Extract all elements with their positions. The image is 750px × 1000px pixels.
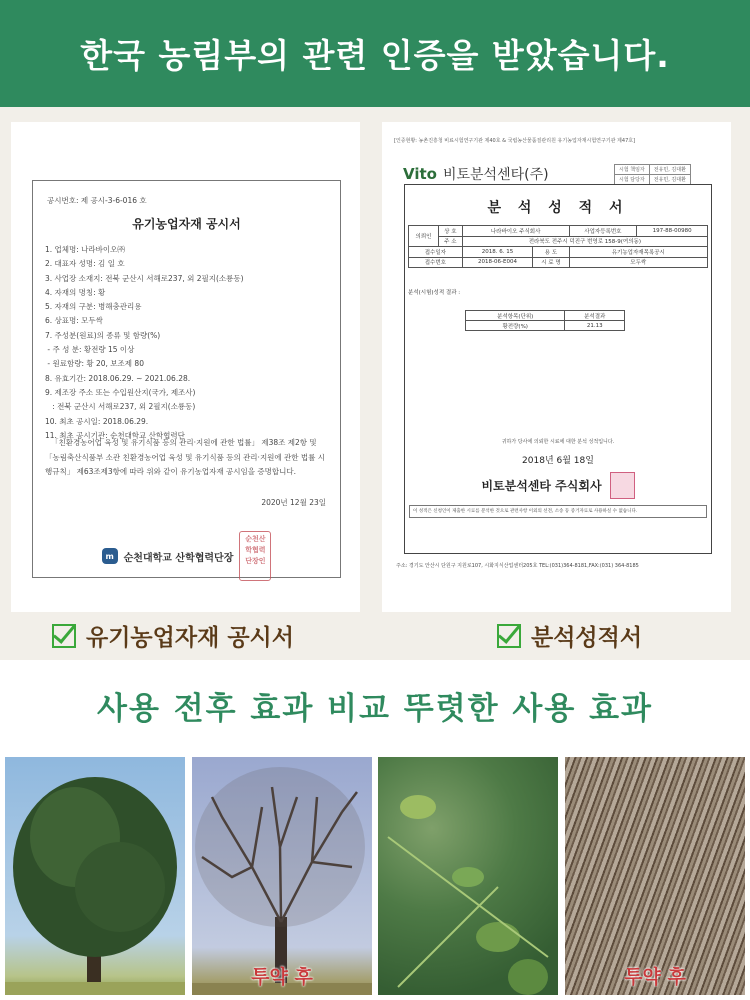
report-frame — [404, 184, 712, 554]
header-cell: 분석결과 — [565, 311, 625, 321]
doc-item: 6. 상표명: 모두싹 — [45, 316, 103, 326]
photo-green-tree — [5, 757, 185, 995]
caption-organic-notice — [52, 619, 294, 652]
analysis-report-card — [382, 122, 731, 612]
doc-item: 10. 최초 공시일: 2018.06.29. — [45, 416, 149, 426]
doc-title: 유기농업자재 공시서 — [132, 217, 241, 231]
doc-number: 공시번호: 제 공시-3-6-016 호 — [47, 196, 147, 205]
cell: 접수번호 — [409, 257, 463, 268]
issuer-name: 순천대학교 산학협력단장 — [123, 552, 234, 564]
cell: 유기농업자재목록공시 — [569, 247, 707, 258]
company-name: 비토분석센타(주) — [442, 167, 549, 183]
bare-tree-illustration — [192, 757, 372, 995]
header-banner — [0, 0, 750, 107]
organic-material-notice-card — [11, 122, 360, 612]
cell: 시 료 명 — [533, 257, 569, 268]
university-logo-icon: m — [102, 548, 118, 564]
request-info-table — [408, 225, 708, 268]
confirm-text: 귀하가 당사에 의뢰한 시료에 대한 분석 성적입니다. — [501, 439, 615, 445]
official-seal-stamp: 순천산 학협력 단장인 — [239, 531, 271, 581]
cell: 의뢰인 — [409, 226, 439, 247]
cell: 모두싹 — [569, 257, 707, 268]
doc-item: 8. 유효기간: 2018.06.29. ~ 2021.06.28. — [45, 373, 191, 383]
photo-bare-tree — [192, 757, 372, 995]
results-label: 분석(시험)성적 결과 : — [408, 290, 461, 296]
cell: 21.13 — [565, 321, 625, 331]
doc-issuer — [33, 531, 340, 581]
photo-dried-weeds — [565, 757, 745, 995]
doc-date: 2020년 12월 23일 — [261, 498, 326, 507]
checkbox-checked-icon — [52, 624, 76, 648]
doc-item: 4. 자재의 명칭: 황 — [45, 287, 106, 297]
header-title: 한국 농림부의 관련 인증을 받았습니다. — [80, 36, 670, 75]
after-treatment-label: 투약 후 — [251, 966, 313, 988]
doc-item: - 주 성 분: 황전량 15 이상 — [45, 345, 135, 355]
doc-item: 11. 최초 공시기관: 순천대학교 산학협력단 — [45, 430, 185, 440]
doc-items — [45, 243, 244, 443]
issuer-name: 비토분석센타 주식회사 — [481, 479, 602, 493]
photo-green-weeds — [378, 757, 558, 995]
cell: 전유민, 김대환 — [649, 175, 690, 185]
cell: 2018-06-E004 — [462, 257, 533, 268]
report-disclaimer: 이 성적은 신청인이 제출한 시료를 분석한 것으로 관련사항 이외의 선전, 소송 등 증거자료로 사용하실 수 없습니다. — [409, 505, 707, 518]
doc-item: 3. 사업장 소재지: 전북 군산시 서해로237, 외 2필지(소룡동) — [45, 273, 244, 283]
doc-paragraph: 「친환경농어업 육성 및 유기식품 등의 관리·지원에 관한 법률」 제38조 제2항 및 「농림축산식품부 소관 친환경농어업 육성 및 유기식품 등의 관리·지원에 관한 법률 시행규칙」 제63조제3항에 따라 위와 같이 유기농업자재 공시임을 증명합니다. — [45, 438, 326, 476]
cell: 2018. 6. 15 — [462, 247, 533, 258]
green-tree-illustration — [5, 757, 185, 995]
cell: 용 도 — [533, 247, 569, 258]
cell: 상 호 — [439, 226, 463, 237]
cell: 시험 책임자 — [615, 165, 650, 175]
doc-item: - 원료함량: 황 20, 보조제 80 — [45, 359, 144, 369]
cell: 주 소 — [439, 236, 463, 247]
report-issuer — [405, 472, 711, 499]
certification-note: [인증현황: 농촌진흥청 비료시험연구기관 제40호 & 국립농산물품질관리원 유기농업자재시험연구기관 제47호] — [394, 138, 636, 144]
caption-analysis-report — [497, 619, 642, 652]
caption-text: 분석성적서 — [531, 625, 643, 651]
cell: 나라바이오 주식회사 — [462, 226, 569, 237]
company-header — [403, 164, 549, 184]
cell: 197-88-00980 — [637, 226, 708, 237]
company-address: 주소: 경기도 안산시 단원구 지원로107, 시화지식산업센터205호 TEL:(031)364-8181,FAX:(031) 364-8185 — [396, 563, 639, 569]
weeds-illustration — [378, 757, 558, 995]
results-table — [465, 310, 625, 331]
report-date: 2018년 6월 18일 — [522, 456, 594, 466]
cell: 접수일자 — [409, 247, 463, 258]
caption-text: 유기농업자재 공시서 — [86, 625, 294, 651]
cell: 시험 담당자 — [615, 175, 650, 185]
cell: 전라북도 전주시 덕진구 번영로 158-9(여의동) — [462, 236, 707, 247]
vito-logo: Vito — [403, 165, 437, 183]
checkbox-checked-icon — [497, 624, 521, 648]
company-seal-stamp — [610, 472, 635, 499]
effect-title: 사용 전후 효과 비교 뚜렷한 사용 효과 — [97, 691, 653, 727]
cell: 전유민, 김대환 — [649, 165, 690, 175]
certificates-section — [0, 107, 750, 660]
header-cell: 분석항목(단위) — [466, 311, 565, 321]
signature-table — [614, 164, 691, 185]
doc-item: 2. 대표자 성명: 김 일 호 — [45, 259, 125, 269]
doc-item: 9. 제조장 주소 또는 수입원산지(국가, 제조사) — [45, 387, 196, 397]
document-frame — [32, 180, 341, 578]
doc-item: : 전북 군산시 서해로237, 외 2필지(소룡동) — [45, 402, 196, 412]
doc-item: 5. 자재의 구분: 병해충관리용 — [45, 302, 142, 312]
cell: 사업자등록번호 — [569, 226, 637, 237]
doc-item: 7. 주성분(원료)의 종류 및 함량(%) — [45, 330, 161, 340]
report-title: 분 석 성 적 서 — [487, 200, 629, 216]
after-treatment-label: 투약 후 — [624, 966, 686, 988]
cell: 황전량(%) — [466, 321, 565, 331]
doc-item: 1. 업체명: 나라바이오㈜ — [45, 245, 125, 254]
